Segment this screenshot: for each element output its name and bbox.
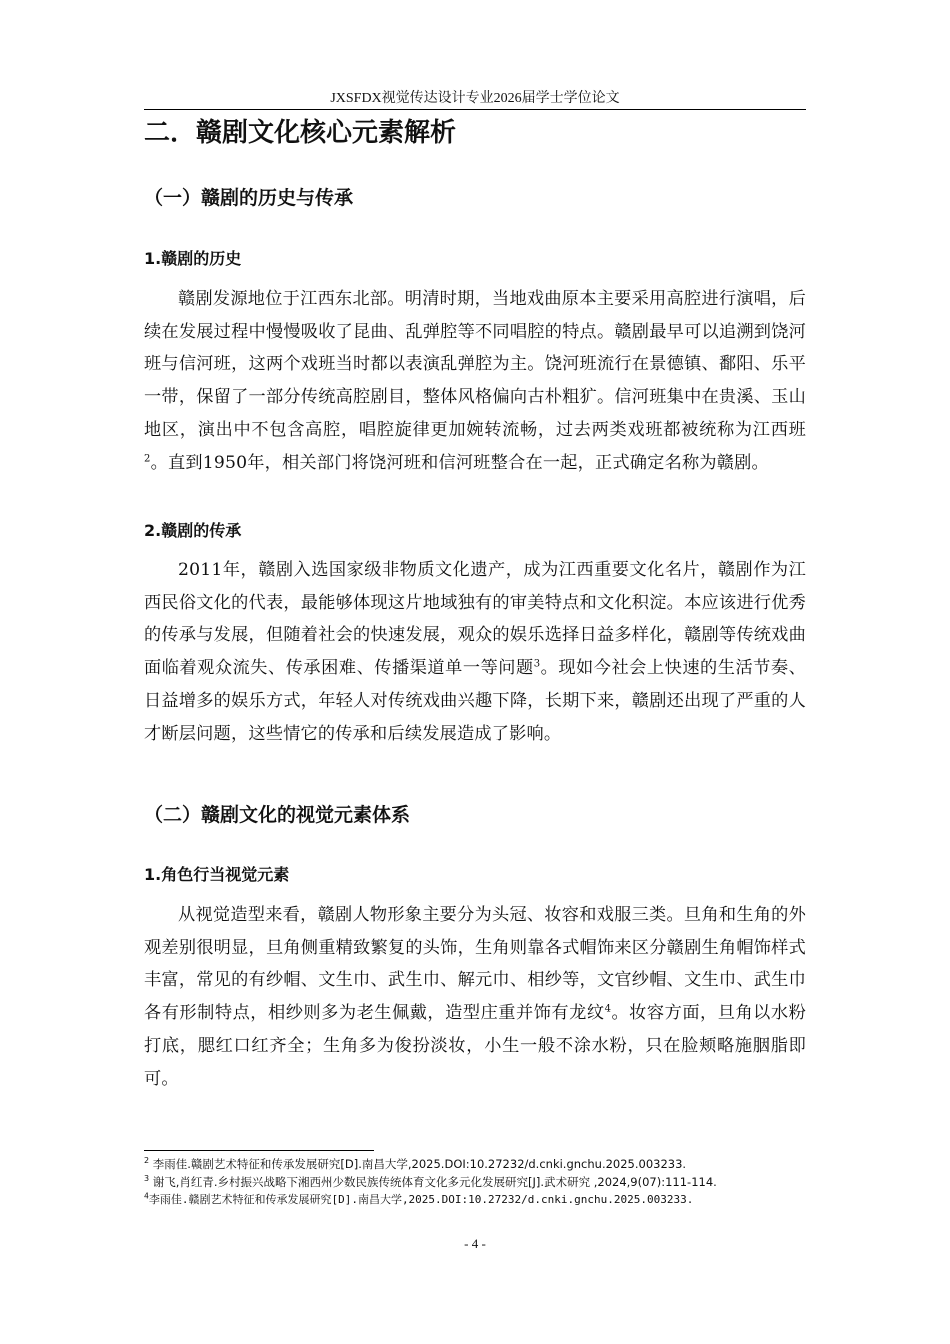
footnote-number: 2 — [144, 1156, 150, 1166]
footnotes — [144, 1156, 806, 1209]
paragraph-inheritance-text-a: 2011年，赣剧入选国家级非物质文化遗产，成为江西重要文化名片，赣剧作为江西民俗文化的代表，最能够体现这片地域独有的审美特点和文化积淀。本应该进行优秀的传承与发展，但随着社会的快速发展，观众的娱乐选择日益多样化，赣剧等传统戏曲面临着观众流失、传承困难、传播渠道单一等问题 — [144, 560, 806, 679]
paragraph-inheritance — [144, 554, 806, 750]
page-number: - 4 - — [464, 1236, 486, 1251]
running-header: JXSFDX视觉传达设计专业2026届学士学位论文 — [330, 91, 620, 106]
chapter-title: 二．赣剧文化核心元素解析 — [144, 118, 457, 148]
paragraph-roles-text-a: 从视觉造型来看，赣剧人物形象主要分为头冠、妆容和戏服三类。旦角和生角的外观差别很明显，旦角侧重精致繁复的头饰，生角则靠各式帽饰来区分赣剧生角帽饰样式丰富，常见的有纱帽、文生巾、武生巾、解元巾、相纱等，文官纱帽、文生巾、武生巾各有形制特点，相纱则多为老生佩戴，造型庄重并饰有龙纹 — [144, 905, 806, 1024]
footnote-2 — [144, 1156, 806, 1174]
paragraph-inheritance-text-b: 。现如今社会上快速的生活节奏、日益增多的娱乐方式，年轻人对传统戏曲兴趣下降，长期下来，赣剧还出现了严重的人才断层问题，这些情它的传承和后续发展造成了影响。 — [144, 658, 806, 744]
footnote-text: 谢飞,肖红青.乡村振兴战略下湘西州少数民族传统体育文化多元化发展研究[J].武术研究 ,2024,9(07):111-114. — [149, 1174, 717, 1189]
subheading-role-visual-elements: 1.角色行当视觉元素 — [144, 865, 290, 884]
section-heading-history-inheritance: （一）赣剧的历史与传承 — [144, 187, 354, 209]
subheading-history: 1.赣剧的历史 — [144, 249, 242, 268]
footnote-ref-3[interactable]: 3 — [533, 658, 541, 670]
paragraph-history-text-b: 。直到1950年，相关部门将饶河班和信河班整合在一起，正式确定名称为赣剧。 — [150, 452, 769, 473]
footnote-number: 3 — [144, 1173, 150, 1183]
footnote-4 — [144, 1191, 806, 1209]
paragraph-history-text-a: 赣剧发源地位于江西东北部。明清时期，当地戏曲原本主要采用高腔进行演唱，后续在发展过程中慢慢吸收了昆曲、乱弹腔等不同唱腔的特点。赣剧最早可以追溯到饶河班与信河班，这两个戏班当时都以表演乱弹腔为主。饶河班流行在景德镇、鄱阳、乐平一带，保留了一部分传统高腔剧目，整体风格偏向古朴粗犷。信河班集中在贵溪、玉山地区，演出中不包含高腔，唱腔旋律更加婉转流畅，过去两类戏班都被统称为江西班 — [144, 289, 806, 440]
footnote-number: 4 — [144, 1191, 149, 1201]
paragraph-history — [144, 283, 806, 479]
footnote-separator — [144, 1150, 374, 1151]
footnote-ref-4[interactable]: 4 — [604, 1003, 612, 1015]
footnote-text: 李雨佳.赣剧艺术特征和传承发展研究[D].南昌大学,2025.DOI:10.27232/d.cnki.gnchu.2025.003233. — [148, 1193, 694, 1206]
paragraph-roles-text-b: 。妆容方面，旦角以水粉打底，腮红口红齐全；生角多为俊扮淡妆，小生一般不涂水粉，只在脸颊略施胭脂即可。 — [144, 1003, 806, 1089]
paragraph-role-visual-elements — [144, 899, 806, 1095]
section-heading-visual-elements: （二）赣剧文化的视觉元素体系 — [144, 804, 411, 826]
header-rule — [144, 109, 806, 110]
footnote-text: 李雨佳.赣剧艺术特征和传承发展研究[D].南昌大学,2025.DOI:10.27232/d.cnki.gnchu.2025.003233. — [149, 1157, 687, 1171]
footnote-ref-2[interactable]: 2 — [144, 452, 151, 464]
footnote-3 — [144, 1174, 806, 1192]
subheading-inheritance: 2.赣剧的传承 — [144, 521, 242, 540]
